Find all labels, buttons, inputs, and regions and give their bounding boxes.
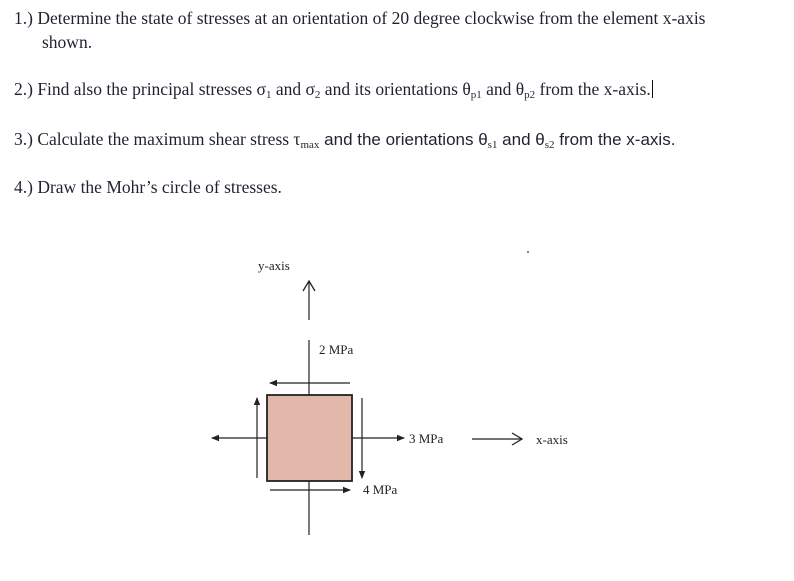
stress-element — [267, 395, 352, 481]
subscript: 2 — [314, 89, 321, 101]
question-number: 2.) — [14, 79, 33, 99]
stress-label-bottom: 4 MPa — [363, 482, 398, 497]
question-text: Find also the principal stresses σ — [37, 79, 266, 99]
question-text: and the orientations θ — [319, 130, 488, 149]
question-number: 4.) — [14, 177, 33, 197]
subscript: max — [300, 139, 320, 151]
question-text: Draw the Mohr’s circle of stresses. — [37, 177, 282, 197]
subscript: 1 — [265, 89, 272, 101]
question-text: and θ — [481, 79, 525, 99]
question-text: from the x-axis. — [554, 130, 676, 149]
stress-label-top: 2 MPa — [319, 342, 354, 357]
y-axis-label: y-axis — [258, 258, 290, 273]
question-text: and its orientations θ — [320, 79, 471, 99]
subscript: s1 — [487, 139, 498, 151]
question-text: and σ — [271, 79, 315, 99]
question-text: and θ — [497, 130, 545, 149]
question-number: 3.) — [14, 129, 33, 149]
question-number: 1.) — [14, 8, 33, 28]
question-text: Determine the state of stresses at an orientation of 20 degree clockwise from the element x-axis — [37, 8, 706, 28]
subscript: p1 — [470, 89, 482, 101]
question-1-continuation: shown. — [42, 32, 93, 52]
subscript: s2 — [544, 139, 555, 151]
question-text: Calculate the maximum shear stress τ — [37, 129, 301, 149]
stress-label-right: 3 MPa — [409, 431, 444, 446]
subscript: p2 — [524, 89, 536, 101]
x-axis-label: x-axis — [536, 432, 568, 447]
question-text: from the x-axis. — [535, 79, 651, 99]
